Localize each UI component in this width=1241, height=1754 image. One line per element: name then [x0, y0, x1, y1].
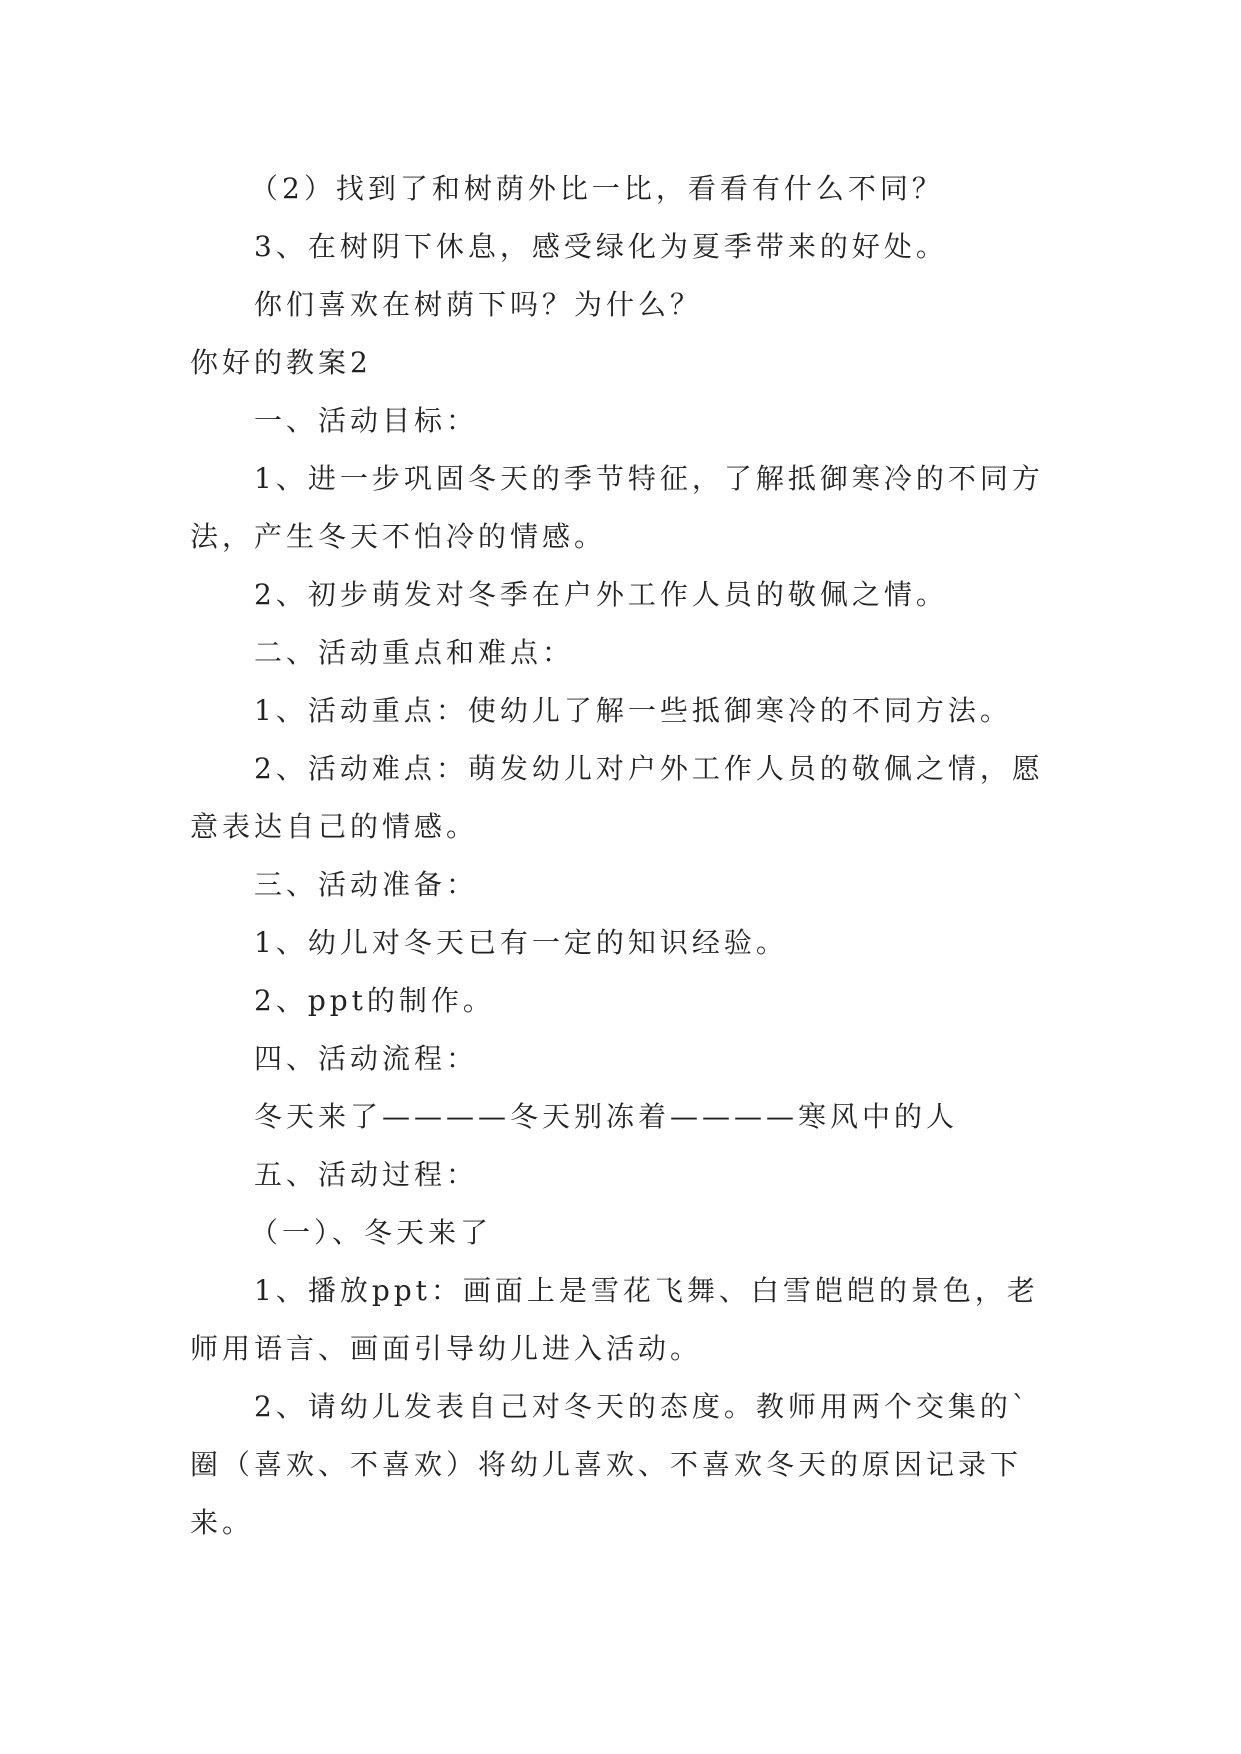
paragraph-preparation-2: 2、ppt的制作。 [254, 984, 495, 1017]
heading-flow: 四、活动流程： [254, 1042, 479, 1075]
paragraph-step-3: 3、在树阴下休息，感受绿化为夏季带来的好处。 [254, 230, 948, 263]
paragraph-process-2: 2、请幼儿发表自己对冬天的态度。教师用两个交集的`圈（喜欢、不喜欢）将幼儿喜欢、不喜欢冬天的原因记录下来。 [190, 1390, 1030, 1539]
document-body [190, 160, 1060, 1552]
subheading-winter-comes: （一）、冬天来了 [250, 1216, 493, 1249]
paragraph-flow: 冬天来了————冬天别冻着————寒风中的人 [254, 1100, 959, 1133]
paragraph-process-1: 1、播放ppt：画面上是雪花飞舞、白雪皑皑的景色，老师用语言、画面引导幼儿进入活动。 [190, 1274, 1039, 1365]
paragraph-preparation-1: 1、幼儿对冬天已有一定的知识经验。 [254, 926, 788, 959]
heading-goals: 一、活动目标： [254, 404, 479, 437]
paragraph-step-2-2: （2）找到了和树荫外比一比，看看有什么不同？ [250, 172, 944, 205]
heading-process: 五、活动过程： [254, 1158, 479, 1191]
paragraph-key-point-2: 2、活动难点：萌发幼儿对户外工作人员的敬佩之情，愿意表达自己的情感。 [190, 752, 1044, 843]
heading-key-points: 二、活动重点和难点： [254, 636, 575, 669]
paragraph-key-point-1: 1、活动重点：使幼儿了解一些抵御寒冷的不同方法。 [254, 694, 1012, 727]
section-title: 你好的教案2 [190, 346, 372, 379]
paragraph-goal-2: 2、初步萌发对冬季在户外工作人员的敬佩之情。 [254, 578, 948, 611]
heading-preparation: 三、活动准备： [254, 868, 479, 901]
paragraph-goal-1: 1、进一步巩固冬天的季节特征，了解抵御寒冷的不同方法，产生冬天不怕冷的情感。 [190, 462, 1044, 553]
paragraph-question: 你们喜欢在树荫下吗？为什么？ [254, 288, 703, 321]
